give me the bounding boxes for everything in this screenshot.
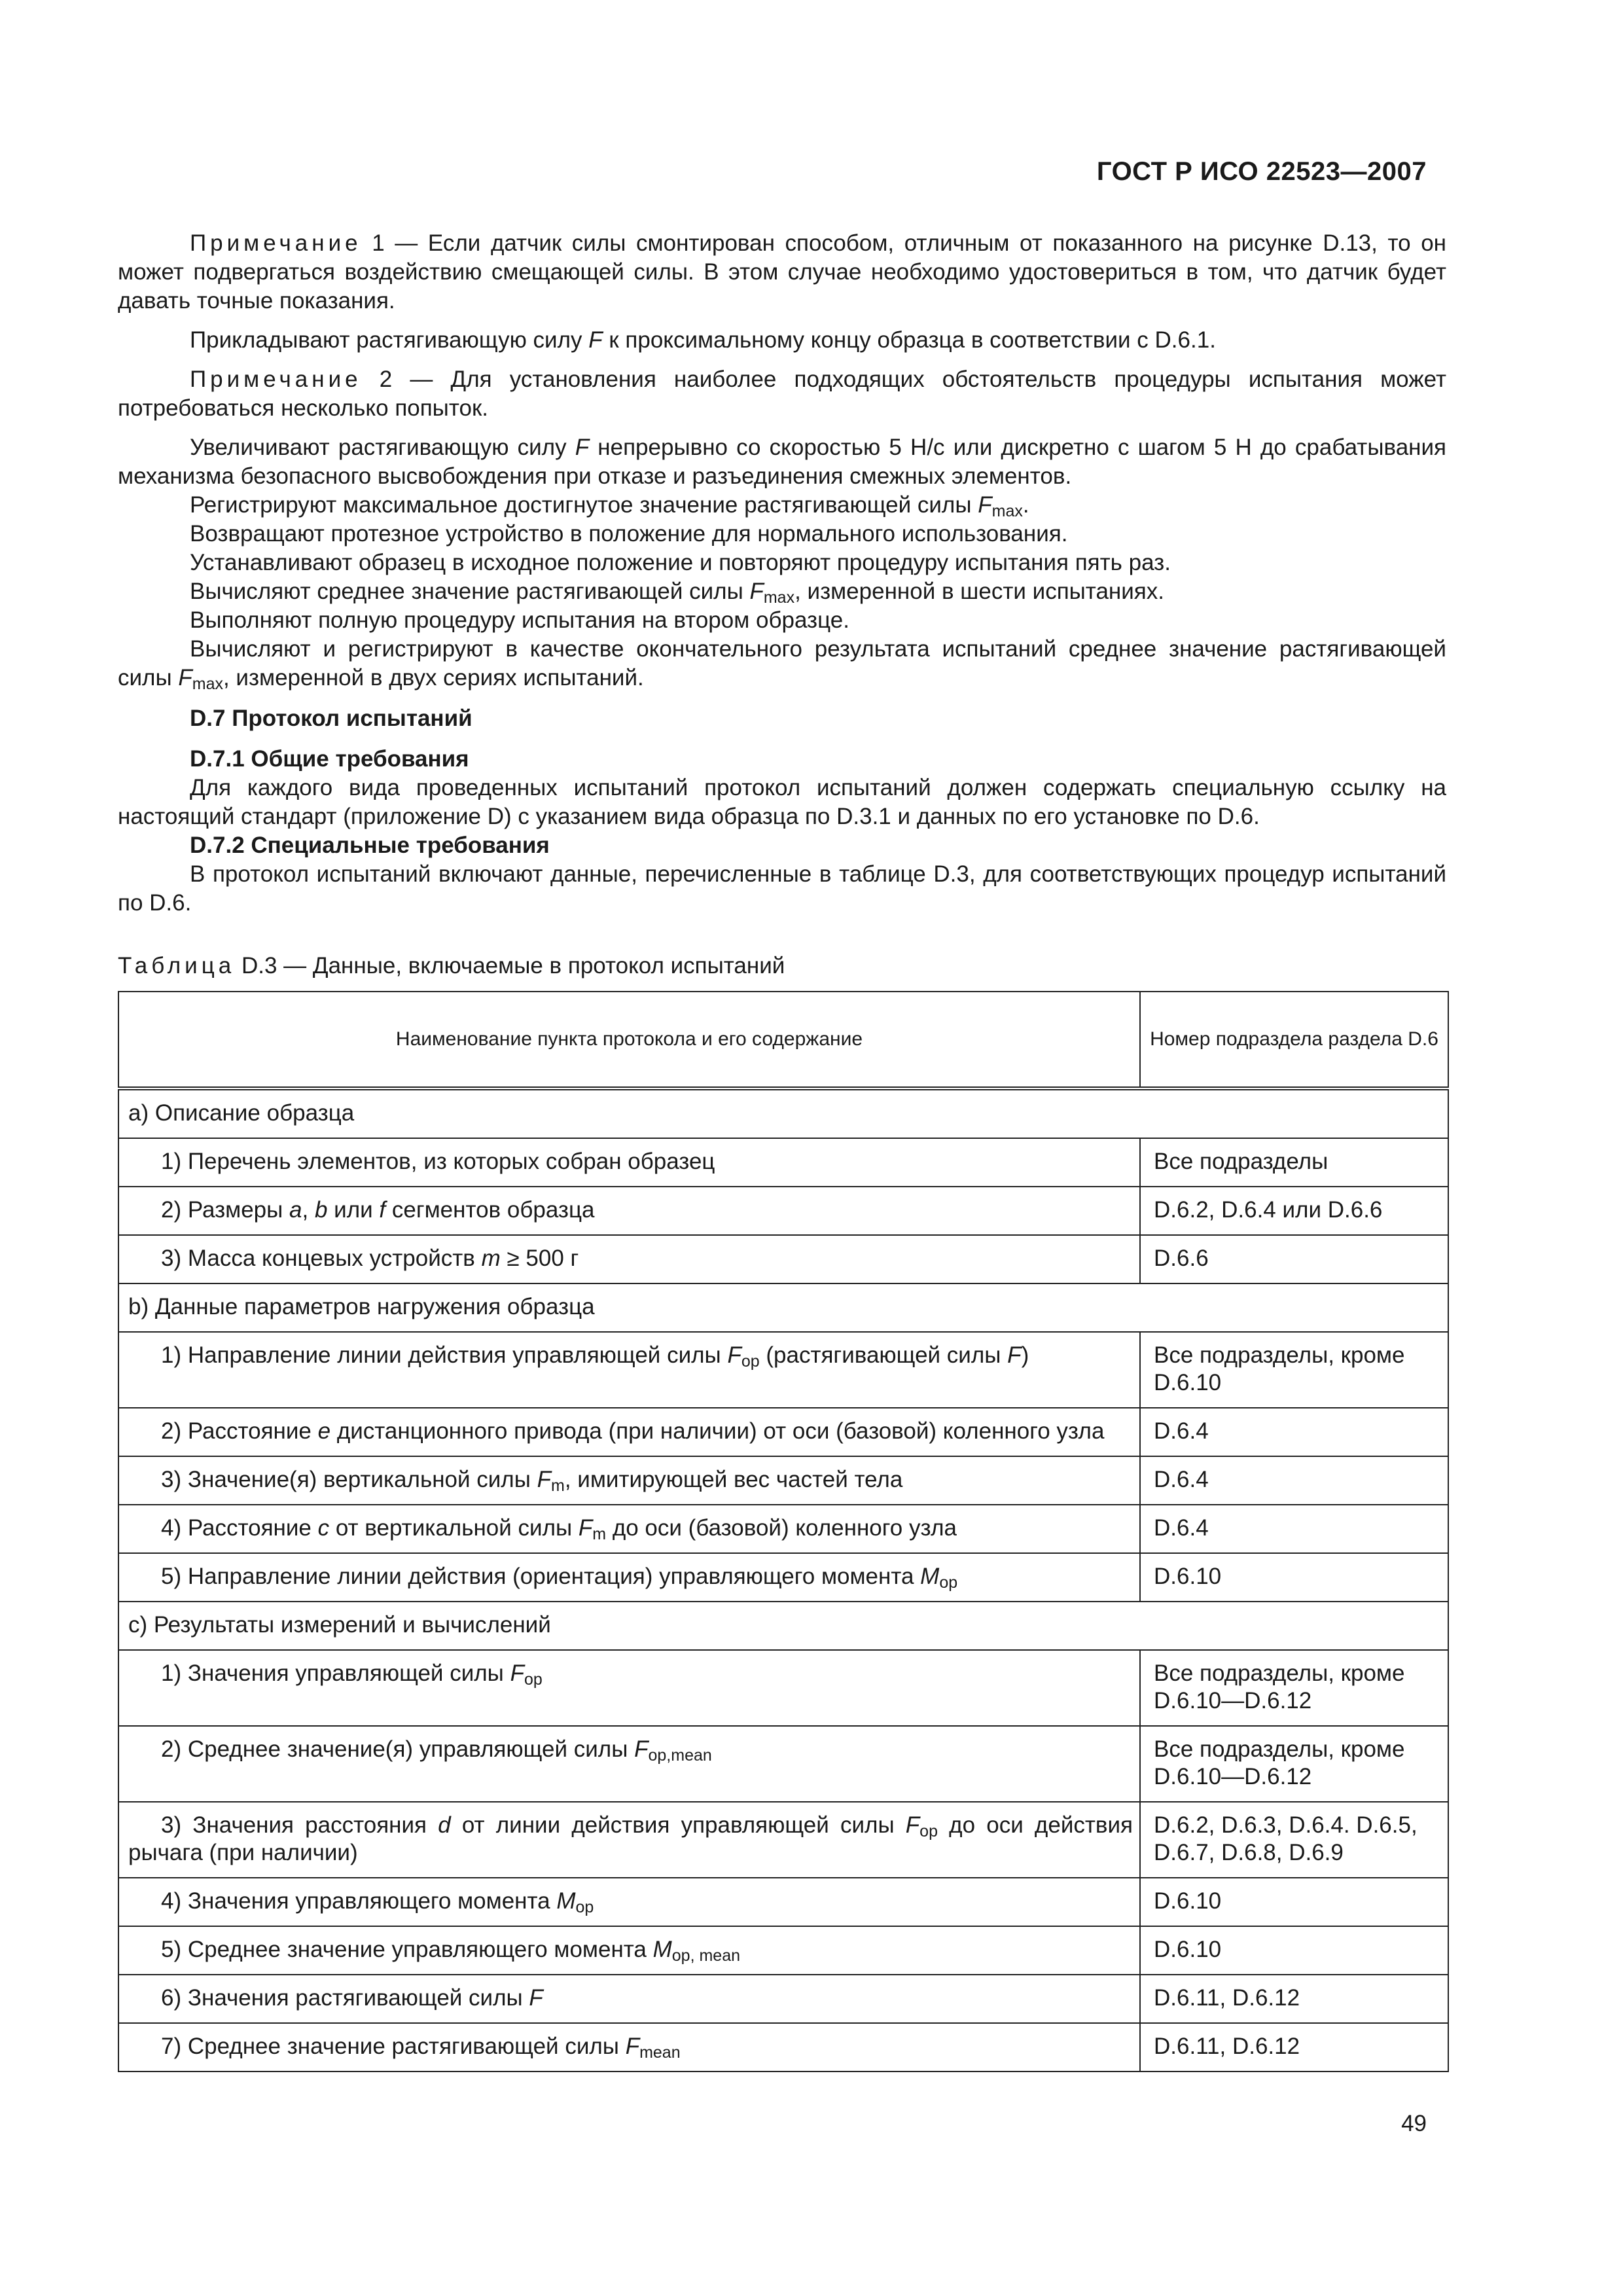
section-b-label: b) Данные параметров нагружения образца bbox=[118, 1283, 1448, 1332]
table-row bbox=[118, 1505, 1448, 1553]
table-row bbox=[118, 1553, 1448, 1602]
row-item: 3) Масса концевых устройств m ≥ 500 г bbox=[118, 1235, 1140, 1283]
note-1 bbox=[118, 229, 1446, 315]
section-heading-d71: D.7.1 Общие требования bbox=[190, 746, 469, 772]
row-ref: Все подразделы bbox=[1140, 1138, 1448, 1187]
paragraph-final-result: Вычисляют и регистрируют в качестве окончательного результата испытаний среднее значение растягивающей силы $F_{max}$, измеренной в двух сериях испытаний. bbox=[118, 636, 1446, 693]
row-ref: Все подразделы, кроме D.6.10 bbox=[1140, 1332, 1448, 1408]
row-ref: D.6.10 bbox=[1140, 1878, 1448, 1926]
paragraph-apply-force: Прикладывают растягивающую силу F к проксимальному концу образца в соответствии с D.6.1. bbox=[190, 327, 1216, 353]
table-row bbox=[118, 1650, 1448, 1726]
table-row bbox=[118, 1975, 1448, 2023]
row-ref: D.6.2, D.6.3, D.6.4. D.6.5, D.6.7, D.6.8, D.6.9 bbox=[1140, 1802, 1448, 1878]
table-row bbox=[118, 1408, 1448, 1456]
paragraph-repeat-test: Устанавливают образец в исходное положение и повторяют процедуру испытания пять раз. bbox=[190, 550, 1171, 575]
paragraph-d72: В протокол испытаний включают данные, перечисленные в таблице D.3, для соответствующих процедур испытаний по D.6. bbox=[118, 861, 1446, 916]
row-item: 5) Среднее значение управляющего момента $M_{op, mean}$ bbox=[118, 1926, 1140, 1975]
row-ref: D.6.10 bbox=[1140, 1926, 1448, 1975]
row-ref: D.6.4 bbox=[1140, 1456, 1448, 1505]
note-1-label: Примечание bbox=[190, 230, 362, 256]
note-2 bbox=[118, 365, 1446, 423]
table-row bbox=[118, 2023, 1448, 2072]
table-row bbox=[118, 1802, 1448, 1878]
row-ref: D.6.11, D.6.12 bbox=[1140, 1975, 1448, 2023]
row-ref: D.6.4 bbox=[1140, 1408, 1448, 1456]
row-item: 2) Расстояние e дистанционного привода (при наличии) от оси (базовой) коленного узла bbox=[118, 1408, 1140, 1456]
row-ref: D.6.6 bbox=[1140, 1235, 1448, 1283]
report-data-table bbox=[118, 991, 1449, 2072]
table-row bbox=[118, 1187, 1448, 1235]
note-2-text: 2 — Для установления наиболее подходящих обстоятельств процедуры испытания может потребоваться несколько попыток. bbox=[118, 367, 1446, 421]
page-body bbox=[118, 229, 1446, 2072]
section-heading-d7: D.7 Протокол испытаний bbox=[190, 706, 473, 731]
note-2-label: Примечание bbox=[190, 367, 362, 392]
row-item: 4) Расстояние c от вертикальной силы $F_m$ до оси (базовой) коленного узла bbox=[118, 1505, 1140, 1553]
row-ref: D.6.4 bbox=[1140, 1505, 1448, 1553]
row-ref: D.6.10 bbox=[1140, 1553, 1448, 1602]
paragraph-record-max: Регистрируют максимальное достигнутое значение растягивающей силы $F_{max}$. bbox=[190, 492, 1029, 520]
table-header-subsection: Номер подраздела раздела D.6 bbox=[1140, 992, 1448, 1088]
row-item: 5) Направление линии действия (ориентация) управляющего момента $M_{op}$ bbox=[118, 1553, 1140, 1602]
table-caption bbox=[118, 952, 1446, 980]
row-item: 2) Среднее значение(я) управляющей силы $F_{op,mean}$ bbox=[118, 1726, 1140, 1802]
row-ref: Все подразделы, кроме D.6.10—D.6.12 bbox=[1140, 1726, 1448, 1802]
table-row bbox=[118, 1138, 1448, 1187]
table-row bbox=[118, 1926, 1448, 1975]
table-row bbox=[118, 1878, 1448, 1926]
row-item: 7) Среднее значение растягивающей силы $F_{mean}$ bbox=[118, 2023, 1140, 2072]
row-item: 1) Перечень элементов, из которых собран образец bbox=[118, 1138, 1140, 1187]
document-header: ГОСТ Р ИСО 22523—2007 bbox=[1096, 157, 1427, 186]
paragraph-return-device: Возвращают протезное устройство в положение для нормального использования. bbox=[190, 521, 1068, 547]
table-section-row bbox=[118, 1602, 1448, 1650]
table-row bbox=[118, 1235, 1448, 1283]
section-c-label: c) Результаты измерений и вычислений bbox=[118, 1602, 1448, 1650]
row-item: 4) Значения управляющего момента $M_{op}$ bbox=[118, 1878, 1140, 1926]
table-caption-label: Таблица bbox=[118, 953, 236, 978]
row-item: 1) Значения управляющей силы $F_{op}$ bbox=[118, 1650, 1140, 1726]
row-ref: Все подразделы, кроме D.6.10—D.6.12 bbox=[1140, 1650, 1448, 1726]
section-a-label: а) Описание образца bbox=[118, 1088, 1448, 1138]
paragraph-d71: Для каждого вида проведенных испытаний протокол испытаний должен содержать специальную ссылку на настоящий стандарт (приложение D) с указанием вида образца по D.3.1 и данных по его установке по D.6. bbox=[118, 775, 1446, 829]
row-ref: D.6.2, D.6.4 или D.6.6 bbox=[1140, 1187, 1448, 1235]
row-ref: D.6.11, D.6.12 bbox=[1140, 2023, 1448, 2072]
paragraph-increase-force: Увеличивают растягивающую силу F непрерывно со скоростью 5 Н/с или дискретно с шагом 5 Н до срабатывания механизма безопасного высвобождения при отказе и разъединения смежных элементов. bbox=[118, 435, 1446, 489]
row-item: 3) Значения расстояния d от линии действия управляющей силы $F_{op}$ до оси действия рычага (при наличии) bbox=[118, 1802, 1140, 1878]
table-section-row bbox=[118, 1283, 1448, 1332]
row-item: 1) Направление линии действия управляющей силы $F_{op}$ (растягивающей силы F) bbox=[118, 1332, 1140, 1408]
note-1-text: 1 — Если датчик силы смонтирован способом, отличным от показанного на рисунке D.13, то он может подвергаться воздействию смещающей силы. В этом случае необходимо удостовериться в том, что датчик будет давать точные показания. bbox=[118, 230, 1446, 314]
table-row bbox=[118, 1726, 1448, 1802]
table-header-item: Наименование пункта протокола и его содержание bbox=[118, 992, 1140, 1088]
row-item: 2) Размеры a, b или f сегментов образца bbox=[118, 1187, 1140, 1235]
table-header-row bbox=[118, 992, 1448, 1088]
table-row bbox=[118, 1456, 1448, 1505]
table-section-row bbox=[118, 1088, 1448, 1138]
section-heading-d72: D.7.2 Специальные требования bbox=[190, 833, 550, 858]
paragraph-second-specimen: Выполняют полную процедуру испытания на втором образце. bbox=[190, 607, 849, 633]
table-row bbox=[118, 1332, 1448, 1408]
row-item: 3) Значение(я) вертикальной силы $F_m$, имитирующей вес частей тела bbox=[118, 1456, 1140, 1505]
table-caption-text: D.3 — Данные, включаемые в протокол испытаний bbox=[235, 953, 785, 978]
page-number: 49 bbox=[1401, 2111, 1427, 2136]
row-item: 6) Значения растягивающей силы F bbox=[118, 1975, 1140, 2023]
paragraph-compute-mean: Вычисляют среднее значение растягивающей силы $F_{max}$, измеренной в шести испытаниях. bbox=[190, 579, 1164, 607]
